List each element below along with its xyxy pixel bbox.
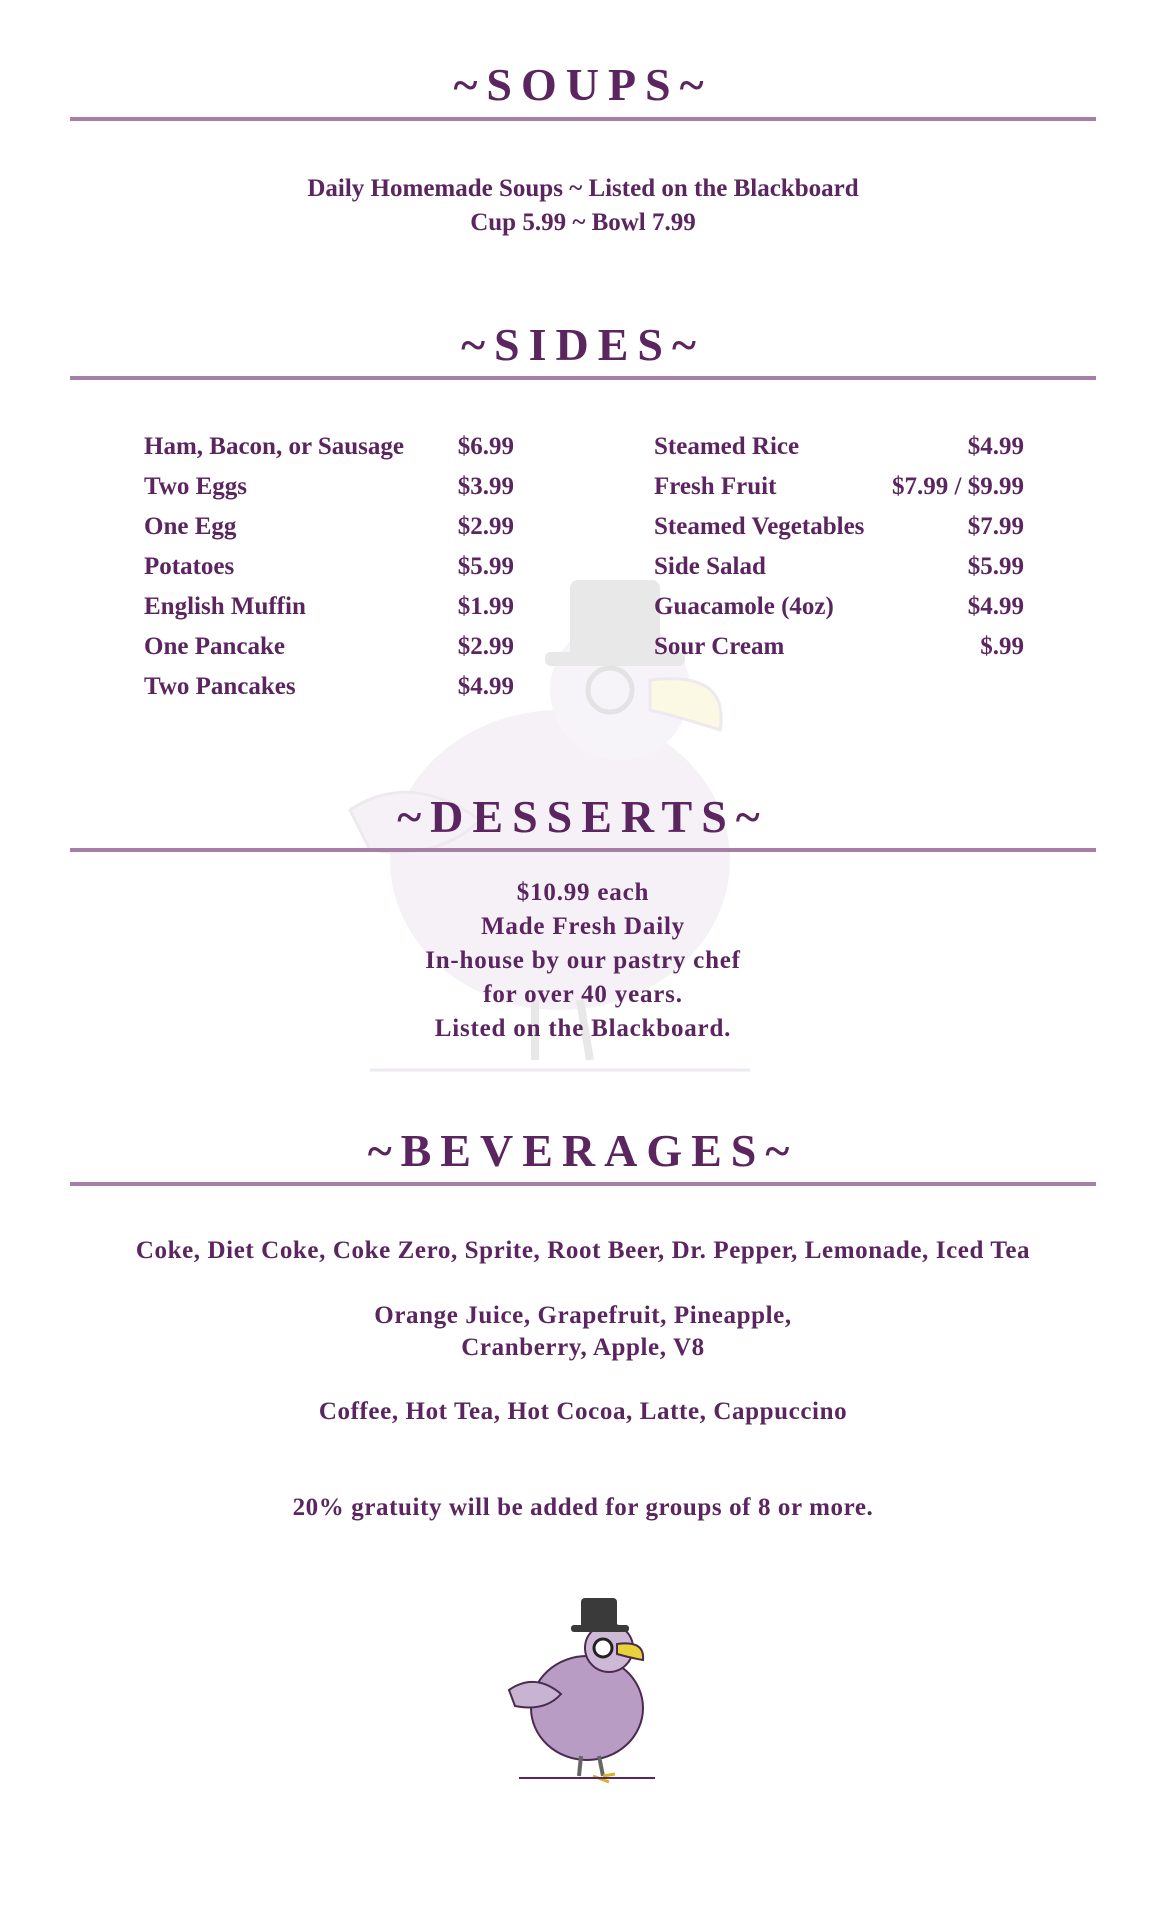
list-item [144,673,514,713]
beverages-divider [70,1182,1096,1186]
side-item-price: $7.99 / $9.99 [892,473,1024,500]
beverages-sodas: Coke, Diet Coke, Coke Zero, Sprite, Root Beer, Dr. Pepper, Lemonade, Iced Tea [135,1237,1031,1264]
side-item-name: Steamed Vegetables [654,513,865,540]
side-item-name: Two Pancakes [144,673,296,700]
side-item-name: Side Salad [654,553,766,580]
list-item [144,633,514,673]
list-item [654,553,1024,593]
sides-heading: ~SIDES~ [461,319,705,370]
list-item [144,473,514,513]
list-item [144,593,514,633]
soups-heading: ~SOUPS~ [453,59,713,110]
dodo-mascot-logo-icon [505,1590,665,1790]
side-item-price: $5.99 [967,553,1024,580]
desserts-heading: ~DESSERTS~ [397,791,769,842]
side-item-price: $4.99 [967,593,1024,620]
list-item [654,593,1024,633]
side-item-price: $4.99 [457,673,514,700]
side-item-price: $6.99 [457,433,514,460]
dessert-line: Made Fresh Daily [481,913,685,940]
sides-divider [70,376,1096,380]
side-item-price: $7.99 [967,513,1024,540]
side-item-price: $2.99 [457,513,514,540]
list-item [144,553,514,593]
list-item [144,433,514,473]
side-item-name: Steamed Rice [654,433,800,460]
desserts-divider [70,848,1096,852]
side-item-price: $1.99 [457,593,514,620]
beverages-juices-line-2: Cranberry, Apple, V8 [461,1334,705,1361]
side-item-name: Fresh Fruit [654,473,777,500]
side-item-name: One Pancake [144,633,285,660]
side-item-name: Sour Cream [654,633,785,660]
side-item-name: One Egg [144,513,237,540]
dessert-line: for over 40 years. [483,981,683,1008]
side-item-price: $3.99 [457,473,514,500]
side-item-name: Ham, Bacon, or Sausage [144,433,404,460]
side-item-name: Two Eggs [144,473,248,500]
list-item [654,633,1024,673]
side-item-price: $5.99 [457,553,514,580]
list-item [654,513,1024,553]
beverages-hot-drinks: Coffee, Hot Tea, Hot Cocoa, Latte, Cappuccino [318,1398,848,1425]
side-item-price: $.99 [980,633,1024,660]
soups-divider [70,117,1096,121]
side-item-price: $2.99 [457,633,514,660]
beverages-juices-line-1: Orange Juice, Grapefruit, Pineapple, [374,1302,792,1329]
side-item-name: Guacamole (4oz) [654,593,834,620]
beverages-heading: ~BEVERAGES~ [367,1125,799,1176]
soups-prices: Cup 5.99 ~ Bowl 7.99 [470,209,696,236]
list-item [144,513,514,553]
side-item-name: Potatoes [144,553,235,580]
dessert-line: In-house by our pastry chef [425,947,741,974]
side-item-price: $4.99 [967,433,1024,460]
side-item-name: English Muffin [144,593,306,620]
sides-left-column [144,433,514,713]
list-item [654,473,1024,513]
soups-description: Daily Homemade Soups ~ Listed on the Blackboard [307,175,859,202]
sides-right-column [654,433,1024,673]
dessert-line: Listed on the Blackboard. [434,1015,732,1042]
list-item [654,433,1024,473]
gratuity-notice: 20% gratuity will be added for groups of 8 or more. [292,1494,874,1521]
dessert-price: $10.99 each [516,879,650,906]
